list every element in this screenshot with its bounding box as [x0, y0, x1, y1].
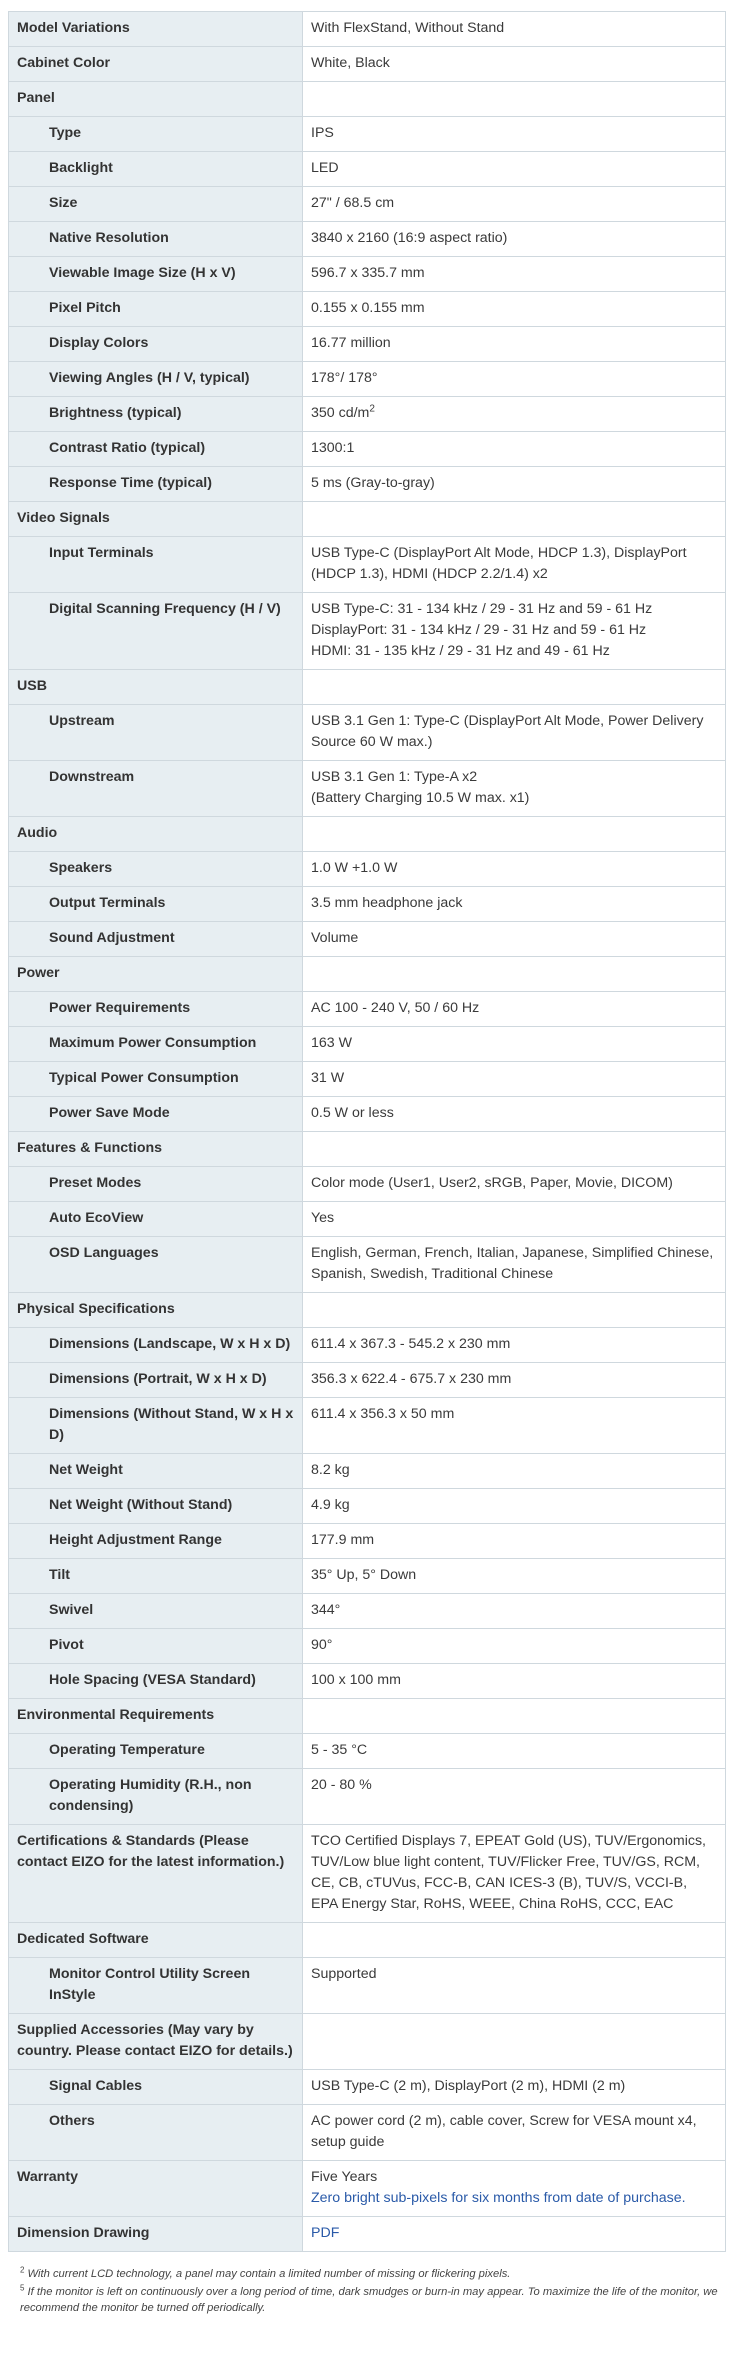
spec-label: Viewing Angles (H / V, typical): [9, 362, 303, 397]
spec-value: [303, 593, 726, 670]
spec-label: Downstream: [9, 761, 303, 817]
spec-row: [9, 2070, 726, 2105]
spec-value: [303, 187, 726, 222]
spec-section-row: [9, 2014, 726, 2070]
spec-value: [303, 2014, 726, 2070]
spec-value: [303, 2070, 726, 2105]
spec-label: Cabinet Color: [9, 47, 303, 82]
spec-section-row: [9, 12, 726, 47]
spec-row: [9, 1958, 726, 2014]
spec-value-text: (Battery Charging 10.5 W max. x1): [311, 790, 530, 806]
spec-label: Contrast Ratio (typical): [9, 432, 303, 467]
spec-value: [303, 257, 726, 292]
spec-row: [9, 1664, 726, 1699]
spec-value-line: [311, 1243, 717, 1285]
spec-value-text: 0.5 W or less: [311, 1105, 394, 1121]
spec-value: [303, 957, 726, 992]
spec-label: Pixel Pitch: [9, 292, 303, 327]
spec-label: Input Terminals: [9, 537, 303, 593]
spec-label: Supplied Accessories (May vary by country. Please contact EIZO for details.): [9, 2014, 303, 2070]
spec-label: Net Weight: [9, 1454, 303, 1489]
spec-value: [303, 922, 726, 957]
warranty-link[interactable]: Zero bright sub-pixels for six months from date of purchase.: [311, 2190, 686, 2206]
spec-value-line: [311, 858, 717, 879]
spec-value-line: [311, 1460, 717, 1481]
spec-value-line: [311, 788, 717, 809]
spec-sheet: [8, 0, 732, 2316]
spec-row: [9, 1328, 726, 1363]
spec-value: [303, 362, 726, 397]
spec-value-text: 31 W: [311, 1070, 345, 1086]
spec-value-line: [311, 1635, 717, 1656]
spec-value-line: [311, 1600, 717, 1621]
spec-value-line: [311, 1565, 717, 1586]
spec-value-line: [311, 1670, 717, 1691]
spec-label: Swivel: [9, 1594, 303, 1629]
spec-label: USB: [9, 670, 303, 705]
spec-label: Dedicated Software: [9, 1923, 303, 1958]
spec-value-text: 178°/ 178°: [311, 370, 378, 386]
spec-label: Typical Power Consumption: [9, 1062, 303, 1097]
spec-label: Display Colors: [9, 327, 303, 362]
spec-value: [303, 1664, 726, 1699]
spec-label: Monitor Control Utility Screen InStyle: [9, 1958, 303, 2014]
pdf-link[interactable]: PDF: [311, 2225, 340, 2241]
spec-value: [303, 761, 726, 817]
spec-row: [9, 1594, 726, 1629]
spec-value: [303, 1202, 726, 1237]
spec-value: [303, 2105, 726, 2161]
spec-label: Dimensions (Portrait, W x H x D): [9, 1363, 303, 1398]
spec-value: [303, 1398, 726, 1454]
spec-value: [303, 1629, 726, 1664]
spec-value: [303, 1769, 726, 1825]
spec-row: [9, 1629, 726, 1664]
spec-row: [9, 922, 726, 957]
spec-value-text: 356.3 x 622.4 - 675.7 x 230 mm: [311, 1371, 512, 1387]
spec-section-row: [9, 47, 726, 82]
spec-value-line: [311, 53, 717, 74]
superscript: 2: [369, 403, 375, 415]
spec-value-text: 27" / 68.5 cm: [311, 195, 395, 211]
spec-value-text: 16.77 million: [311, 335, 391, 351]
spec-value-text: 20 - 80 %: [311, 1777, 372, 1793]
spec-row: [9, 397, 726, 432]
spec-row: [9, 222, 726, 257]
spec-value-text: IPS: [311, 125, 334, 141]
spec-section-row: [9, 82, 726, 117]
spec-value: [303, 1454, 726, 1489]
spec-value-line: [311, 1740, 717, 1761]
spec-row: [9, 852, 726, 887]
spec-value: [303, 887, 726, 922]
spec-value-text: 1.0 W +1.0 W: [311, 860, 398, 876]
spec-value-text: 596.7 x 335.7 mm: [311, 265, 425, 281]
spec-value: [303, 1699, 726, 1734]
spec-value: [303, 1027, 726, 1062]
spec-row: [9, 467, 726, 502]
spec-row: [9, 1454, 726, 1489]
spec-row: [9, 1769, 726, 1825]
spec-value: [303, 432, 726, 467]
spec-label: Type: [9, 117, 303, 152]
spec-value-line: [311, 711, 717, 753]
spec-value-text: 8.2 kg: [311, 1462, 350, 1478]
spec-value-line: [311, 193, 717, 214]
spec-label: Native Resolution: [9, 222, 303, 257]
spec-section-row: [9, 2161, 726, 2217]
spec-value: [303, 2161, 726, 2217]
spec-section-row: [9, 670, 726, 705]
spec-label: Height Adjustment Range: [9, 1524, 303, 1559]
spec-row: [9, 1237, 726, 1293]
spec-row: [9, 593, 726, 670]
spec-value-text: 163 W: [311, 1035, 353, 1051]
spec-value-text: Five Years: [311, 2169, 378, 2185]
spec-label: Panel: [9, 82, 303, 117]
spec-value: [303, 1594, 726, 1629]
spec-section-row: [9, 1825, 726, 1923]
spec-value-line: [311, 298, 717, 319]
spec-value-line: [311, 620, 717, 641]
spec-value: [303, 1923, 726, 1958]
spec-row: [9, 1097, 726, 1132]
spec-label: Power Save Mode: [9, 1097, 303, 1132]
spec-section-row: [9, 1699, 726, 1734]
spec-value-text: Supported: [311, 1966, 377, 1982]
spec-label: Operating Temperature: [9, 1734, 303, 1769]
spec-value: [303, 705, 726, 761]
spec-row: [9, 1202, 726, 1237]
spec-value-line: [311, 1530, 717, 1551]
spec-row: [9, 1363, 726, 1398]
spec-value: [303, 1559, 726, 1594]
spec-value: [303, 1062, 726, 1097]
spec-label: Dimensions (Landscape, W x H x D): [9, 1328, 303, 1363]
footnote-mark: 2: [20, 2265, 25, 2275]
spec-value-text: AC 100 - 240 V, 50 / 60 Hz: [311, 1000, 480, 1016]
spec-label: OSD Languages: [9, 1237, 303, 1293]
footnote: [8, 2266, 726, 2282]
spec-value-line: [311, 543, 717, 585]
spec-value-text: 100 x 100 mm: [311, 1672, 401, 1688]
spec-row: [9, 1489, 726, 1524]
spec-section-row: [9, 817, 726, 852]
spec-value-line: [311, 333, 717, 354]
spec-value: [303, 47, 726, 82]
spec-label: Preset Modes: [9, 1167, 303, 1202]
spec-row: [9, 362, 726, 397]
spec-value-text: 90°: [311, 1637, 333, 1653]
spec-value: [303, 467, 726, 502]
spec-value-text: 3.5 mm headphone jack: [311, 895, 463, 911]
spec-value-line: [311, 928, 717, 949]
spec-value-text: 5 ms (Gray-to-gray): [311, 475, 435, 491]
spec-value-line: [311, 2167, 717, 2188]
spec-value: [303, 1132, 726, 1167]
spec-label: Viewable Image Size (H x V): [9, 257, 303, 292]
spec-value-line: [311, 123, 717, 144]
spec-label: Others: [9, 2105, 303, 2161]
spec-row: [9, 327, 726, 362]
spec-value: [303, 537, 726, 593]
spec-label: Physical Specifications: [9, 1293, 303, 1328]
spec-value: [303, 992, 726, 1027]
spec-value-text: Volume: [311, 930, 359, 946]
spec-value-text: English, German, French, Italian, Japanese, Simplified Chinese, Spanish, Swedish, Traditional Chinese: [311, 1245, 714, 1282]
spec-label: Upstream: [9, 705, 303, 761]
spec-value-text: 177.9 mm: [311, 1532, 375, 1548]
spec-label: Tilt: [9, 1559, 303, 1594]
spec-value: [303, 117, 726, 152]
spec-label: Speakers: [9, 852, 303, 887]
spec-value-line: [311, 2076, 717, 2097]
spec-value: [303, 1363, 726, 1398]
spec-value-text: 0.155 x 0.155 mm: [311, 300, 425, 316]
spec-label: Brightness (typical): [9, 397, 303, 432]
spec-label: Environmental Requirements: [9, 1699, 303, 1734]
spec-value-line: [311, 1208, 717, 1229]
spec-value-line: [311, 1775, 717, 1796]
footnote-text: If the monitor is left on continuously over a long period of time, dark smudges or burn-in may appear. To maximize the life of the monitor, we recommend the monitor be turned off periodically.: [20, 2286, 718, 2314]
spec-value-text: DisplayPort: 31 - 134 kHz / 29 - 31 Hz and 59 - 61 Hz: [311, 622, 647, 638]
spec-section-row: [9, 502, 726, 537]
spec-value-text: USB Type-C: 31 - 134 kHz / 29 - 31 Hz and 59 - 61 Hz: [311, 601, 653, 617]
spec-value-line: [311, 438, 717, 459]
spec-value-line: [311, 893, 717, 914]
spec-label: Response Time (typical): [9, 467, 303, 502]
spec-value-text: 35° Up, 5° Down: [311, 1567, 417, 1583]
spec-row: [9, 1062, 726, 1097]
spec-value-line: [311, 403, 717, 424]
spec-value-line: [311, 641, 717, 662]
spec-row: [9, 257, 726, 292]
spec-value-text: USB Type-C (DisplayPort Alt Mode, HDCP 1.3), DisplayPort (HDCP 1.3), HDMI (HDCP 2.2/1.4) x2: [311, 545, 687, 582]
spec-value-text: Color mode (User1, User2, sRGB, Paper, Movie, DICOM): [311, 1175, 673, 1191]
spec-label: Video Signals: [9, 502, 303, 537]
spec-label: Operating Humidity (R.H., non condensing): [9, 1769, 303, 1825]
spec-row: [9, 1027, 726, 1062]
spec-section-row: [9, 957, 726, 992]
spec-value: [303, 1328, 726, 1363]
spec-value-text: TCO Certified Displays 7, EPEAT Gold (US), TUV/Ergonomics, TUV/Low blue light content, TUV/Flicker Free, TUV/GS, RCM, CE, CB, cTUVus, FCC-B, CAN ICES-3 (B), TUV/S, VCCI-B, EPA Energy Star, RoHS, WEEE, China RoHS, CCC, EAC: [311, 1833, 706, 1912]
spec-value-line: [311, 1404, 717, 1425]
spec-value-line: [311, 473, 717, 494]
footnote-text: With current LCD technology, a panel may contain a limited number of missing or flickering pixels.: [24, 2268, 511, 2280]
spec-value: [303, 1524, 726, 1559]
spec-section-row: [9, 1293, 726, 1328]
spec-row: [9, 1167, 726, 1202]
spec-value-text: Yes: [311, 1210, 335, 1226]
spec-value: [303, 670, 726, 705]
specifications-table: [8, 11, 726, 2252]
spec-value: [303, 12, 726, 47]
spec-value-line: [311, 1173, 717, 1194]
spec-row: [9, 152, 726, 187]
spec-row: [9, 887, 726, 922]
spec-value-text: LED: [311, 160, 339, 176]
spec-value: [303, 817, 726, 852]
spec-row: [9, 1398, 726, 1454]
spec-label: Certifications & Standards (Please contact EIZO for the latest information.): [9, 1825, 303, 1923]
spec-value-line: [311, 1334, 717, 1355]
spec-row: [9, 705, 726, 761]
spec-section-row: [9, 1132, 726, 1167]
spec-label: Dimension Drawing: [9, 2217, 303, 2252]
spec-value-line: [311, 18, 717, 39]
spec-value: [303, 82, 726, 117]
spec-value-text: 344°: [311, 1602, 341, 1618]
footnote: [8, 2284, 726, 2316]
spec-value-line: [311, 1068, 717, 1089]
spec-value-text: With FlexStand, Without Stand: [311, 20, 505, 36]
spec-value: [303, 327, 726, 362]
spec-value-line: [311, 228, 717, 249]
spec-value: [303, 292, 726, 327]
spec-value: [303, 502, 726, 537]
spec-value-text: 350 cd/m: [311, 405, 370, 421]
spec-value-line: [311, 1831, 717, 1915]
spec-value-text: 611.4 x 367.3 - 545.2 x 230 mm: [311, 1336, 511, 1352]
spec-value-line: [311, 2111, 717, 2153]
spec-value-line: [311, 1103, 717, 1124]
spec-value-line: [311, 1033, 717, 1054]
spec-value: [303, 1958, 726, 2014]
spec-label: Maximum Power Consumption: [9, 1027, 303, 1062]
spec-value-line: [311, 998, 717, 1019]
spec-row: [9, 1524, 726, 1559]
spec-value: [303, 1825, 726, 1923]
spec-value: [303, 1489, 726, 1524]
specifications-body: [9, 12, 726, 2252]
spec-value: [303, 1097, 726, 1132]
spec-row: [9, 992, 726, 1027]
spec-label: Auto EcoView: [9, 1202, 303, 1237]
spec-value-line: [311, 1964, 717, 1985]
spec-section-row: [9, 2217, 726, 2252]
spec-value: [303, 397, 726, 432]
spec-label: Output Terminals: [9, 887, 303, 922]
spec-label: Digital Scanning Frequency (H / V): [9, 593, 303, 670]
spec-value-text: USB 3.1 Gen 1: Type-A x2: [311, 769, 478, 785]
footnote-mark: 5: [20, 2283, 25, 2293]
spec-value-text: 5 - 35 °C: [311, 1742, 368, 1758]
spec-label: Net Weight (Without Stand): [9, 1489, 303, 1524]
spec-value-text: 1300:1: [311, 440, 355, 456]
spec-value-line: [311, 368, 717, 389]
spec-label: Pivot: [9, 1629, 303, 1664]
spec-value-text: USB 3.1 Gen 1: Type-C (DisplayPort Alt Mode, Power Delivery Source 60 W max.): [311, 713, 704, 750]
spec-value: [303, 222, 726, 257]
spec-section-row: [9, 1923, 726, 1958]
spec-row: [9, 1559, 726, 1594]
spec-label: Features & Functions: [9, 1132, 303, 1167]
spec-value-line: [311, 1495, 717, 1516]
spec-value: [303, 152, 726, 187]
spec-row: [9, 187, 726, 222]
spec-row: [9, 761, 726, 817]
spec-value-text: 3840 x 2160 (16:9 aspect ratio): [311, 230, 508, 246]
spec-value-text: AC power cord (2 m), cable cover, Screw for VESA mount x4, setup guide: [311, 2113, 697, 2150]
spec-value-text: White, Black: [311, 55, 390, 71]
spec-label: Signal Cables: [9, 2070, 303, 2105]
spec-label: Warranty: [9, 2161, 303, 2217]
spec-label: Hole Spacing (VESA Standard): [9, 1664, 303, 1699]
spec-value: [303, 852, 726, 887]
spec-value-line: [311, 158, 717, 179]
spec-value: [303, 1734, 726, 1769]
spec-row: [9, 292, 726, 327]
spec-label: Dimensions (Without Stand, W x H x D): [9, 1398, 303, 1454]
spec-value: [303, 2217, 726, 2252]
spec-label: Power: [9, 957, 303, 992]
spec-label: Size: [9, 187, 303, 222]
spec-value: [303, 1237, 726, 1293]
spec-value-text: 611.4 x 356.3 x 50 mm: [311, 1406, 455, 1422]
spec-value-text: 4.9 kg: [311, 1497, 350, 1513]
spec-label: Sound Adjustment: [9, 922, 303, 957]
spec-value-text: USB Type-C (2 m), DisplayPort (2 m), HDMI (2 m): [311, 2078, 626, 2094]
footnotes: [8, 2266, 726, 2316]
spec-value-line: [311, 599, 717, 620]
spec-label: Power Requirements: [9, 992, 303, 1027]
spec-value: [303, 1293, 726, 1328]
spec-value-line: [311, 767, 717, 788]
spec-row: [9, 432, 726, 467]
spec-label: Audio: [9, 817, 303, 852]
spec-value-text: HDMI: 31 - 135 kHz / 29 - 31 Hz and 49 - 61 Hz: [311, 643, 610, 659]
spec-label: Backlight: [9, 152, 303, 187]
spec-row: [9, 117, 726, 152]
spec-value-line: [311, 1369, 717, 1390]
spec-row: [9, 1734, 726, 1769]
spec-value: [303, 1167, 726, 1202]
spec-value-line: [311, 263, 717, 284]
spec-row: [9, 537, 726, 593]
spec-row: [9, 2105, 726, 2161]
spec-label: Model Variations: [9, 12, 303, 47]
